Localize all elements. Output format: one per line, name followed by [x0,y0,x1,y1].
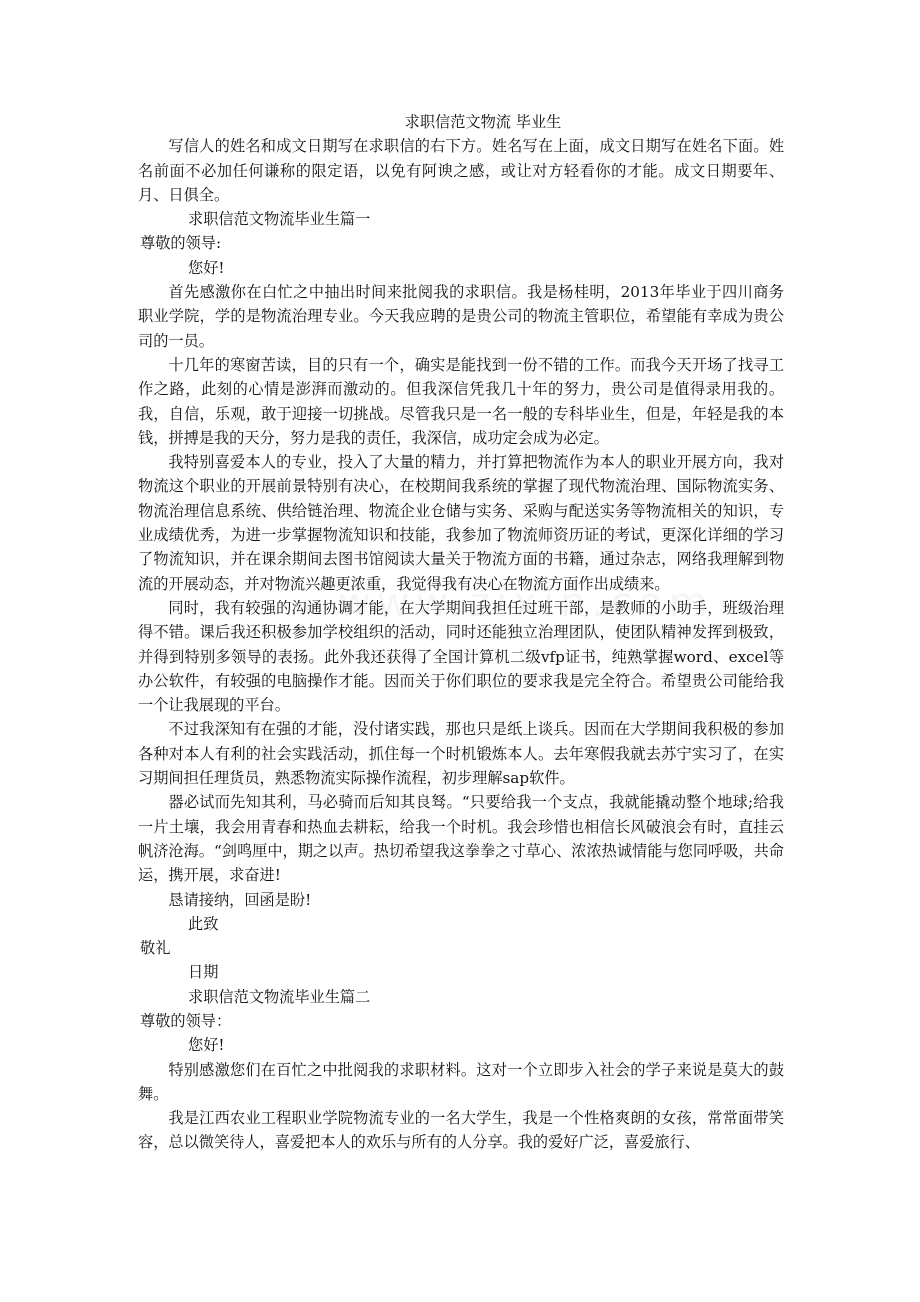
document-title: 求职信范文物流 毕业生 [404,113,562,131]
letter2-heading: 求职信范文物流毕业生篇二 [188,987,371,1006]
letter1-paragraph: 十几年的寒窗苦读，目的只有一个，确实是能找到一份不错的工作。而我今天开场了找寻工作之路，此刻的心情是澎湃而激动的。但我深信凭我几十年的努力，贵公司是值得录用我的。 我，自信，乐观，敢于迎接一切挑战。尽管我只是一名一般的专科毕业生，但是，年轻是我的本钱，拼搏是我的天分，努力是我的责任，我深信，成功定会成为必定。 [138,355,784,447]
letter2-paragraph: 特别感激您们在百忙之中批阅我的求职材料。这对一个立即步入社会的学子来说是莫大的鼓舞。 [138,1060,784,1103]
letter1-closing: 此致 [188,914,219,933]
letter1-paragraph: 我特别喜爱本人的专业，投入了大量的精力，并打算把物流作为本人的职业开展方向，我对物流这个职业的开展前景特别有决心，在校期间我系统的掌握了现代物流治理、国际物流实务、物流治理信息系统、供给链治理、物流企业仓储与实务、采购与配送实务等物流相关的知识，专业成绩优秀，为进一步掌握物流知识和技能，我参加了物流师资历证的考试，更深化详细的学习了物流知识，并在课余期间去图书馆阅读大量关于物流方面的书籍，通过杂志，网络我理解到物流的开展动态，并对物流兴趣更浓重，我觉得我有决心在物流方面作出成绩来。 [138,453,784,593]
letter1-paragraph: 恳请接纳，回函是盼! [168,890,312,909]
letter1-date: 日期 [188,963,219,982]
letter1-paragraph: 器必试而先知其利，马必骑而后知其良驽。“只要给我一个支点，我就能撬动整个地球;给我一片土壤，我会用青春和热血去耕耘，给我一个时机。我会珍惜也相信长风破浪会有时，直挂云帆济沧海。“剑鸣厘中，期之以声。热切希望我这拳拳之寸草心、浓浓热诚情能与您同呼吸，共命运，携开展，求奋进! [138,793,784,885]
letter2-paragraph: 我是江西农业工程职业学院物流专业的一名大学生，我是一个性格爽朗的女孩，常常面带笑容，总以微笑待人，喜爱把本人的欢乐与所有的人分享。我的爱好广泛，喜爱旅行、 [138,1109,784,1152]
letter1-salutation: 尊敬的领导: [140,234,222,253]
letter1-paragraph: 同时，我有较强的沟通协调才能，在大学期间我担任过班干部，是教师的小助手，班级治理得不错。课后我还积极参加学校组织的活动，同时还能独立治理团队，使团队精神发挥到极致，并得到特别多领导的表扬。此外我还获得了全国计算机二级vfp证书，纯熟掌握word、excel等办公软件，有较强的电脑操作才能。因而关于你们职位的要求我是完全符合。希望贵公司能给我一个让我展现的平台。 [138,598,785,715]
letter1-greeting: 您好! [188,258,225,277]
letter1-paragraph: 首先感激你在白忙之中抽出时间来批阅我的求职信。我是杨桂明，2013年毕业于四川商务职业学院，学的是物流治理专业。今天我应聘的是贵公司的物流主管职位，希望能有幸成为贵公司的一员。 [138,283,784,350]
letter1-paragraph: 不过我深知有在强的才能，没付诸实践，那也只是纸上谈兵。因而在大学期间我积极的参加各种对本人有利的社会实践活动，抓住每一个时机锻炼本人。去年寒假我就去苏宁实习了，在实习期间担任理货员，熟悉物流实际操作流程，初步理解sap软件。 [138,720,784,788]
document-page [138,110,784,1155]
letter1-regards: 敬礼 [140,939,171,958]
intro-paragraph: 写信人的姓名和成文日期写在求职信的右下方。姓名写在上面，成文日期写在姓名下面。姓名前面不必加任何谦称的限定语，以免有阿谀之感，或让对方轻看你的才能。成文日期要年、月、日俱全。 [138,137,784,204]
letter2-greeting: 您好! [188,1036,225,1055]
letter2-salutation: 尊敬的领导： [140,1011,232,1030]
letter1-heading: 求职信范文物流毕业生篇一 [188,210,371,229]
